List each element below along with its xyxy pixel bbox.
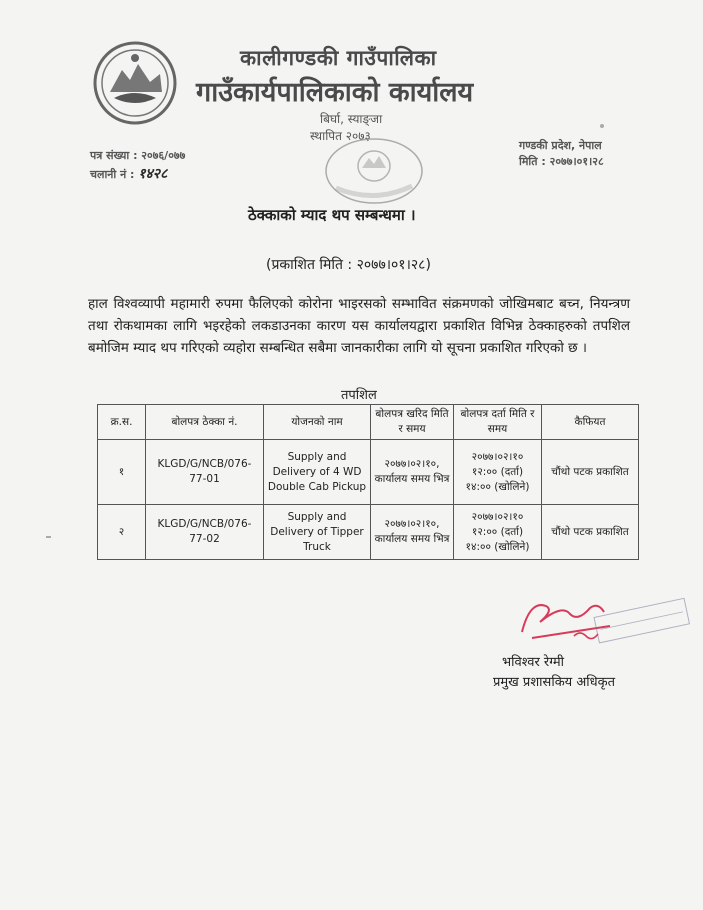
opening-time: १४:०० (खोलिने) — [465, 480, 530, 493]
dispatch-number-value: १४२८ — [138, 166, 168, 182]
signature-with-stamp — [510, 592, 690, 650]
contract-details-table — [97, 404, 639, 560]
submission-date: २०७७।०२।१० — [471, 510, 524, 523]
cell-purchase-date: २०७७।०२।१०, कार्यालय समय भित्र — [371, 440, 454, 505]
letter-number: पत्र संख्या : २०७६/०७७ — [90, 149, 186, 162]
stray-mark — [600, 124, 604, 128]
government-emblem — [92, 40, 178, 126]
header-sn: क्र.स. — [98, 405, 146, 440]
established-line: स्थापित २०७३ — [310, 129, 371, 143]
table-row — [98, 505, 639, 560]
header-remarks: कैफियत — [542, 405, 639, 440]
registration-time: १२:०० (दर्ता) — [471, 525, 524, 538]
opening-time: १४:०० (खोलिने) — [465, 540, 530, 553]
cell-remarks: चौंथो पटक प्रकाशित — [542, 505, 639, 560]
table-header-row — [98, 405, 639, 440]
office-name: गाउँकार्यपालिकाको कार्यालय — [196, 77, 474, 108]
header-project: योजनको नाम — [264, 405, 371, 440]
table-caption: तपशिल — [341, 388, 377, 403]
cell-submission-date — [454, 505, 542, 560]
cell-contract-no: KLGD/G/NCB/076-77-02 — [146, 505, 264, 560]
province: गण्डकी प्रदेश, नेपाल — [519, 139, 602, 152]
published-date: (प्रकाशित मिति : २०७७।०१।२८) — [266, 257, 431, 273]
letter-date: मिति : २०७७।०१।२८ — [519, 155, 604, 168]
dispatch-number — [90, 164, 167, 183]
notice-body: हाल विश्वव्यापी महामारी रुपमा फैलिएको कोरोना भाइरसको सम्भावित संक्रमणको जोखिमबाट बच्न, नियन्त्रण तथा रोकथामका लागि भइरहेको लकडाउनका कारण यस कार्यालयद्वारा प्रकाशित विभिन्न ठेक्काहरुको तपशिल बमोजिम म्याद थप गरिएको व्यहोरा सम्बन्धित सबैमा जानकारीका लागि यो सूचना प्रकाशित गरिएको छ । — [88, 296, 630, 356]
cell-submission-date — [454, 440, 542, 505]
cell-remarks: चौंथो पटक प्रकाशित — [542, 440, 639, 505]
cell-project: Supply and Delivery of 4 WD Double Cab Pickup — [264, 440, 371, 505]
header-purchase-date: बोलपत्र खरिद मिति र समय — [371, 405, 454, 440]
dispatch-number-label: चलानी नं : — [90, 168, 139, 181]
cell-purchase-date: २०७७।०२।१०, कार्यालय समय भित्र — [371, 505, 454, 560]
cell-contract-no: KLGD/G/NCB/076-77-01 — [146, 440, 264, 505]
header-submission-date: बोलपत्र दर्ता मिति र समय — [454, 405, 542, 440]
registration-time: १२:०० (दर्ता) — [471, 465, 524, 478]
header-contract-no: बोलपत्र ठेक्का नं. — [146, 405, 264, 440]
table-row — [98, 440, 639, 505]
cell-sn: १ — [98, 440, 146, 505]
cell-sn: २ — [98, 505, 146, 560]
address-line: बिर्घा, स्याङ्जा — [320, 112, 383, 126]
submission-date: २०७७।०२।१० — [471, 450, 524, 463]
org-name: कालीगण्डकी गाउँपालिका — [240, 46, 437, 70]
office-seal-stamp — [322, 136, 426, 206]
signer-name: भविश्वर रेग्मी — [502, 655, 565, 670]
signer-title: प्रमुख प्रशासकिय अधिकृत — [493, 675, 616, 690]
stray-mark — [46, 536, 51, 538]
cell-project: Supply and Delivery of Tipper Truck — [264, 505, 371, 560]
notice-subject: ठेक्काको म्याद थप सम्बन्धमा । — [248, 206, 416, 224]
